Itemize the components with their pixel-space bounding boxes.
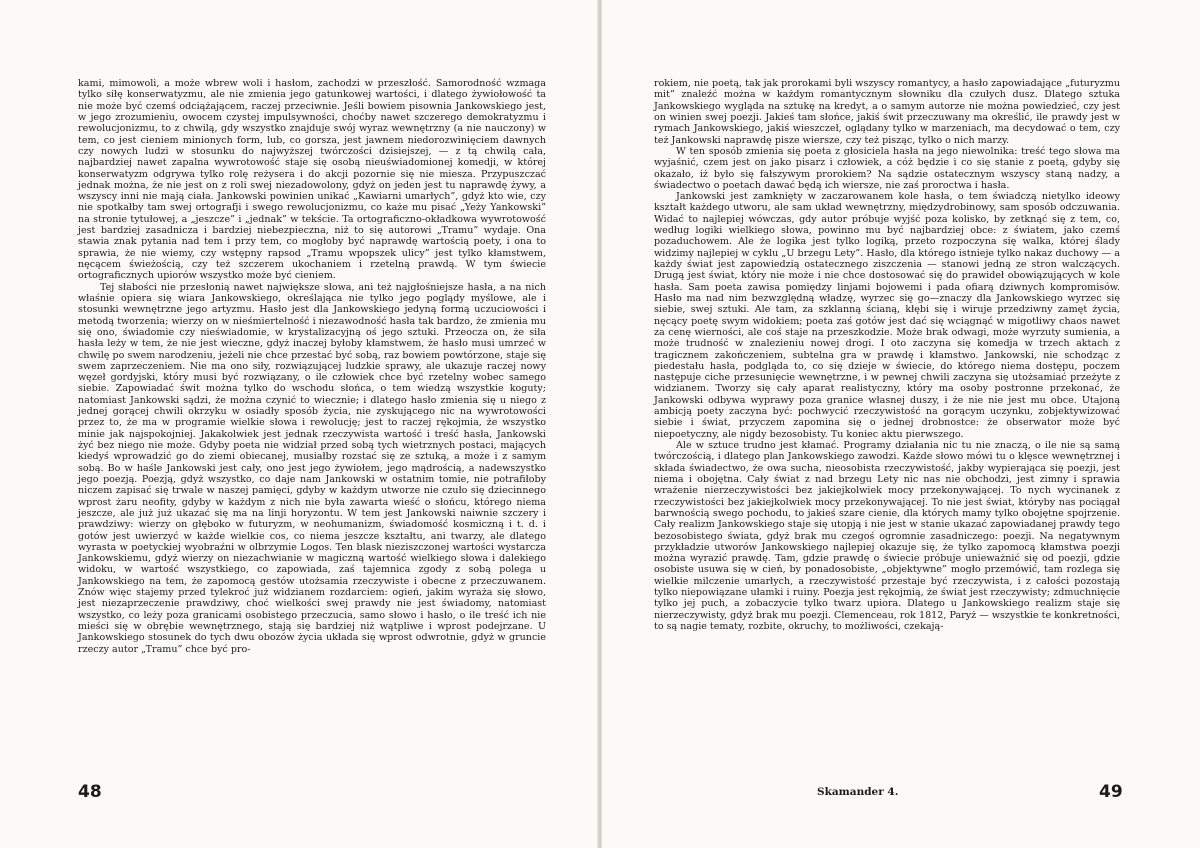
right-page — [602, 0, 1200, 848]
right-text-column — [654, 78, 1120, 632]
right-paragraph-3: Jankowski jest zamknięty w zaczarowanem kole hasła, o tem świadczą nietylko ideowy kształt każdego utworu, ale sam układ wewnętrzny, międzydrobinowy, sam sposób odczuwania. Widać to najlepiej wówczas, gdy autor próbuje wyjść poza kolisko, by zetknąć się z tem, co, według logiki wielkiego słowa, powinno mu być najbardziej obce: z światem, jako czemś pozaduchowem. Ale że logika jest tylko logiką, przeto rozpoczyna się walka, której ślady widzimy najlepiej w cyklu „U brzegu Lety”. Hasło, dla którego istnieje tylko nakaz duchowy — a każdy świat jest zapowiedzią ostatecznego ziszczenia — stanowi jedną ze stron walczących. Drugą jest świat, który nie może i nie chce dostosować się do prawideł obowiązujących w kole hasła. Sam poeta zawisa pomiędzy linjami bojowemi i pada ofiarą dziwnych kompromisów. Hasło ma nad nim bezwzględną władzę, wyrzec się go—znaczy dla Jankowskiego wyrzec się siebie, swej sztuki. Ale tam, za szklanną ścianą, kłębi się i wiruje przedziwny zamęt życia, nęcący poetę swym widokiem; poeta zaś gotów jest dać się wciągnąć w migotliwy chaos nawet za cenę wierności, ale coś staje na przeszkodzie. Może brak odwagi, może wyrzuty sumienia, a może trudność w znalezieniu nowej drogi. I oto zaczyna się komedja w trzech aktach z tragicznem zakończeniem, subtelna gra w prawdę i kłamstwo. Jankowski, nie schodząc z piedestału hasła, podgląda to, co się dzieje w świecie, do którego niema dostępu, poczem następuje ciche przesunięcie wewnętrzne, i w pewnej chwili zaczyna się utożsamiać przeżyte z widzianem. Tworzy się cały aparat realistyczny, który ma osoby postronne przekonać, że Jankowski odbywa wyprawy poza granice własnej duszy, i że nie nie jest mu obce. Utajoną ambicją poety zaczyna być: pochwycić rzeczywistość na gorącym uczynku, zobjektywizować siebie i świat, przyczem zapomina się o jednej drobnostce: że obserwator może być niepoetyczny, ale nigdy bezosobisty. Tu koniec aktu pierwszego. — [654, 191, 1120, 440]
left-paragraph-2: Tej słabości nie przesłonią nawet największe słowa, ani też najgłośniejsze hasła, a na nich właśnie opiera się wiara Jankowskiego, określająca nie tylko jego poglądy myślowe, ale i stosunki wewnętrzne jego artyzmu. Hasło jest dla Jankowskiego jedyną formą uczuciowości i metodą tworzenia; wierzy on w nieśmiertelność i niezawodność hasła tak bardzo, że zmienia mu się ono, świadomie czy nieświadomie, w krystalizacyjną oś jego sztuki. Przeocza on, że siła hasła leży w tem, że nie jest wieczne, gdyż inaczej byłoby kłamstwem, że hasło musi umrzeć w chwilę po swem narodzeniu, jeżeli nie chce przestać być sobą, raz bowiem powtórzone, staje się swem zaprzeczeniem. Nie ma ono siły, rozwiązującej ludzkie sprawy, ale ukazuje raczej nowy węzeł gordyjski, który musi być rozwiązany, o ile człowiek chce być rzetelny wobec samego siebie. Zapowiadać świt można tylko do wschodu słońca, o tem wiedzą wszystkie koguty; natomiast Jankowski sądzi, że można czynić to wiecznie; i dlatego hasło zmienia się u niego z jednej gorącej chwili okrzyku w osiadły sposób życia, nie zyskującego nic na wywrotowości przez to, że ma w programie wielkie słowa i rewolucję; jest to raczej rękojmia, że wszystko minie jak najspokojniej. Jakakolwiek jest jednak rzeczywista wartość i treść hasła, Jankowski żyć bez niego nie może. Gdyby poeta nie widział przed sobą tych wietrznych postaci, mających kiedyś wprowadzić go do ziemi obiecanej, musiałby rozstać się ze sztuką, a może i z samym sobą. Bo w haśle Jankowski jest cały, ono jest jego żywiołem, jego mądrością, a nadewszystko jego poezją. Poezją, gdyż wszystko, co daje nam Jankowski w ostatnim tomie, nie potrafiłoby niczem zapisać się trwale w naszej pamięci, gdyby w każdym utworze nie czuło się dziecinnego wprost żaru neofity, gdyby w każdym z nich nie była zawarta wieść o słońcu, którego niema jeszcze, ale już już ukazać się ma na linji horyzontu. W tem jest Jankowski naiwnie szczery i prawdziwy: wierzy on głęboko w futuryzm, w neohumanizm, świadomość kosmiczną i t. d. i gotów jest uwierzyć w każde wielkie cos, co niema jeszcze kształtu, ani twarzy, ale dlatego wyrasta w poetyckiej wyobraźni w olbrzymie Logos. Ten blask nieziszczonej wartości wystarcza Jankowskiemu, gdyż wierzy on niezachwianie w magiczną wartość wielkiego słowa i dalekiego widoku, w wartość wszystkiego, co zapowiada, zaś tajemnica zgody z sobą polega u Jankowskiego na tem, że zapomocą gestów utożsamia rzeczywiste i obecne z przeczuwanem. Znów więc stajemy przed tylekroć już widzianem rozdarciem: ogień, jakim wyraża się słowo, jest niezaprzeczenie prawdziwy, choć wielkości swej prawdy nie jest świadomy, natomiast wszystko, co leży poza granicami osobistego przeczucia, samo słowo i hasło, o ile treść ich nie mieści się w obrębie wewnętrznego, stają się bardziej niż wątpliwe i wprost podejrzane. U Jankowskiego stosunek do tych dwu obozów życia układa się wprost odwrotnie, gdyż w gruncie rzeczy autor „Tramu” chce być pro- — [78, 281, 546, 655]
right-paragraph-4: Ale w sztuce trudno jest kłamać. Programy działania nic tu nie znaczą, o ile nie są samą twórczością, i dlatego plan Jankowskiego zawodzi. Każde słowo mówi tu o klęsce wewnętrznej i składa świadectwo, że owa sucha, nieosobista rzeczywistość, jakby wypierająca się poezji, jest niema i obojętna. Cały świat z nad brzegu Lety nic nas nie obchodzi, jest zimny i sprawia wrażenie nierzeczywistości bez jakiejkolwiek mocy przekonywającej. To nych wycinanek z rzeczywistości bez jakiejkolwiek mocy przekonywającej. To nie jest świat, któryby nas pociągał barwnością swego pochodu, to jakieś szare cienie, dla których mamy tylko obojętne spojrzenie. Cały realizm Jankowskiego staje się utopją i nie jest w stanie ukazać zapowiadanej prawdy tego bezosobistego świata, gdyż brak mu czegoś ogromnie zasadniczego: poezji. Na negatywnym przykładzie utworów Jankowskiego najlepiej okazuje się, że tylko zapomocą kłamstwa poezji można wyrazić prawdę. Tam, gdzie prawdę o świecie próbuje unieważnić się od poezji, gdzie osobiste usuwa się w cień, by ponadosobiste, „objektywne” mogło przemówić, tam rozlega się wielkie milczenie umarłych, a rzeczywistość przestaje być rzeczywista, i z całości pozostają tylko niepowiązane ułamki i ruiny. Poezja jest rękojmią, że świat jest rzeczywisty; zdmuchnięcie tylko jej puch, a zobaczycie tylko twarz upiora. Dlatego u Jankowskiego realizm staje się nierzeczywisty, gdyż brak mu poezji. Clemenceau, rok 1812, Paryż — wszystkie te konkretności, to są nagie tematy, rozbite, okruchy, to możliwości, czekają- — [654, 440, 1120, 632]
journal-footer-title: Skamander 4. — [817, 786, 899, 798]
left-page — [0, 0, 598, 848]
left-text-column — [78, 78, 546, 655]
right-page-number: 49 — [1099, 782, 1123, 802]
right-paragraph-2: W ten sposób zmienia się poeta z głosiciela hasła na jego niewolnika: treść tego słowa ma wyjaśnić, czem jest on jako pisarz i człowiek, a cóż będzie i co się stanie z poetą, gdyby się okazało, iż było się fałszywym prorokiem? Na sądzie ostatecznym wszyscy staną nadzy, a świadectwo o poetach dawać będą ich wiersze, nie zaś proroctwa i hasła. — [654, 145, 1120, 191]
left-page-number: 48 — [78, 782, 102, 802]
left-paragraph-1: kami, mimowoli, a może wbrew woli i hasłom, zachodzi w przeszłość. Samorodność wzmaga tylko siłę konserwatyzmu, ale nie zmienia jego gatunkowej wartości, i dlatego żywiołowość ta nie może być czemś odciążającem, raczej przeciwnie. Jeśli bowiem pisownia Jankowskiego jest, w jego zrozumieniu, owocem czystej impulsywności, choćby nawet szczerego demokratyzmu i rewolucjonizmu, to z chwilą, gdy wszystko znajduje swój wyraz wewnętrzny (a nie nauczony) w tem, co jest cieniem minionych form, lub, co gorsza, jest jawnem niedorozwinięciem dawnych czy nowych ludzi w stosunku do najwyższej twórczości dzisiejszej, — z tą chwilą cała, najbardziej nawet zapalna wywrotowość staje się osobą nieuświadomionej komedji, w której konserwatyzm odgrywa tylko rolę reżysera i do akcji pozornie się nie miesza. Przypuszczać jednak można, że nie jest on z roli swej niezadowolony, gdyż on jeden jest tu naprawdę żywy, a wszyscy inni nie mają ciała. Jankowski powinien unikać „Kawiarni umarłych”, gdyż kto wie, czy nie spotkałby tam swej ortografji i swego rewolucjonizmu, co każe mu pisać „Yeży Yankowski” na stronie tytułowej, a „jeszcze” i „jednak” w tekście. Ta ortograficzno-okładkowa wywrotowość jest bardziej zasadnicza i bardziej niebezpieczna, niż to się autorowi „Tramu” wydaje. Ona stawia znak pytania nad tem i przy tem, co mogłoby być naprawdę wartością poety, i ona to sprawia, że nie wiemy, czy wstępny rapsod „Tramu wpopszek ulicy” jest tylko kłamstwem, nęcącem świeżością, czy też szczerem ukochaniem i rzetelną prawdą. W tym świecie ortograficznych upiorów wszystko może być cieniem. — [78, 78, 546, 282]
right-paragraph-1: rokiem, nie poetą, tak jak prorokami byli wszyscy romantycy, a hasło zapowiadające „futuryzmu mit” znaleźć można w każdym romantycznym słowniku dla czułych dusz. Dlatego sztuka Jankowskiego wygląda na sztukę na kredyt, a o samym autorze nie można powiedzieć, czy jest on winien swej poezji. Jakieś tam słońce, jakiś świt przeczuwany ma określić, ile prawdy jest w rymach Jankowskiego, jakiś wieszczeł, oglądany tylko w marzeniach, ma decydować o tem, czy też Jankowski naprawdę pisze wiersze, czy też pisząc, tylko o nich marzy. — [654, 78, 1120, 146]
